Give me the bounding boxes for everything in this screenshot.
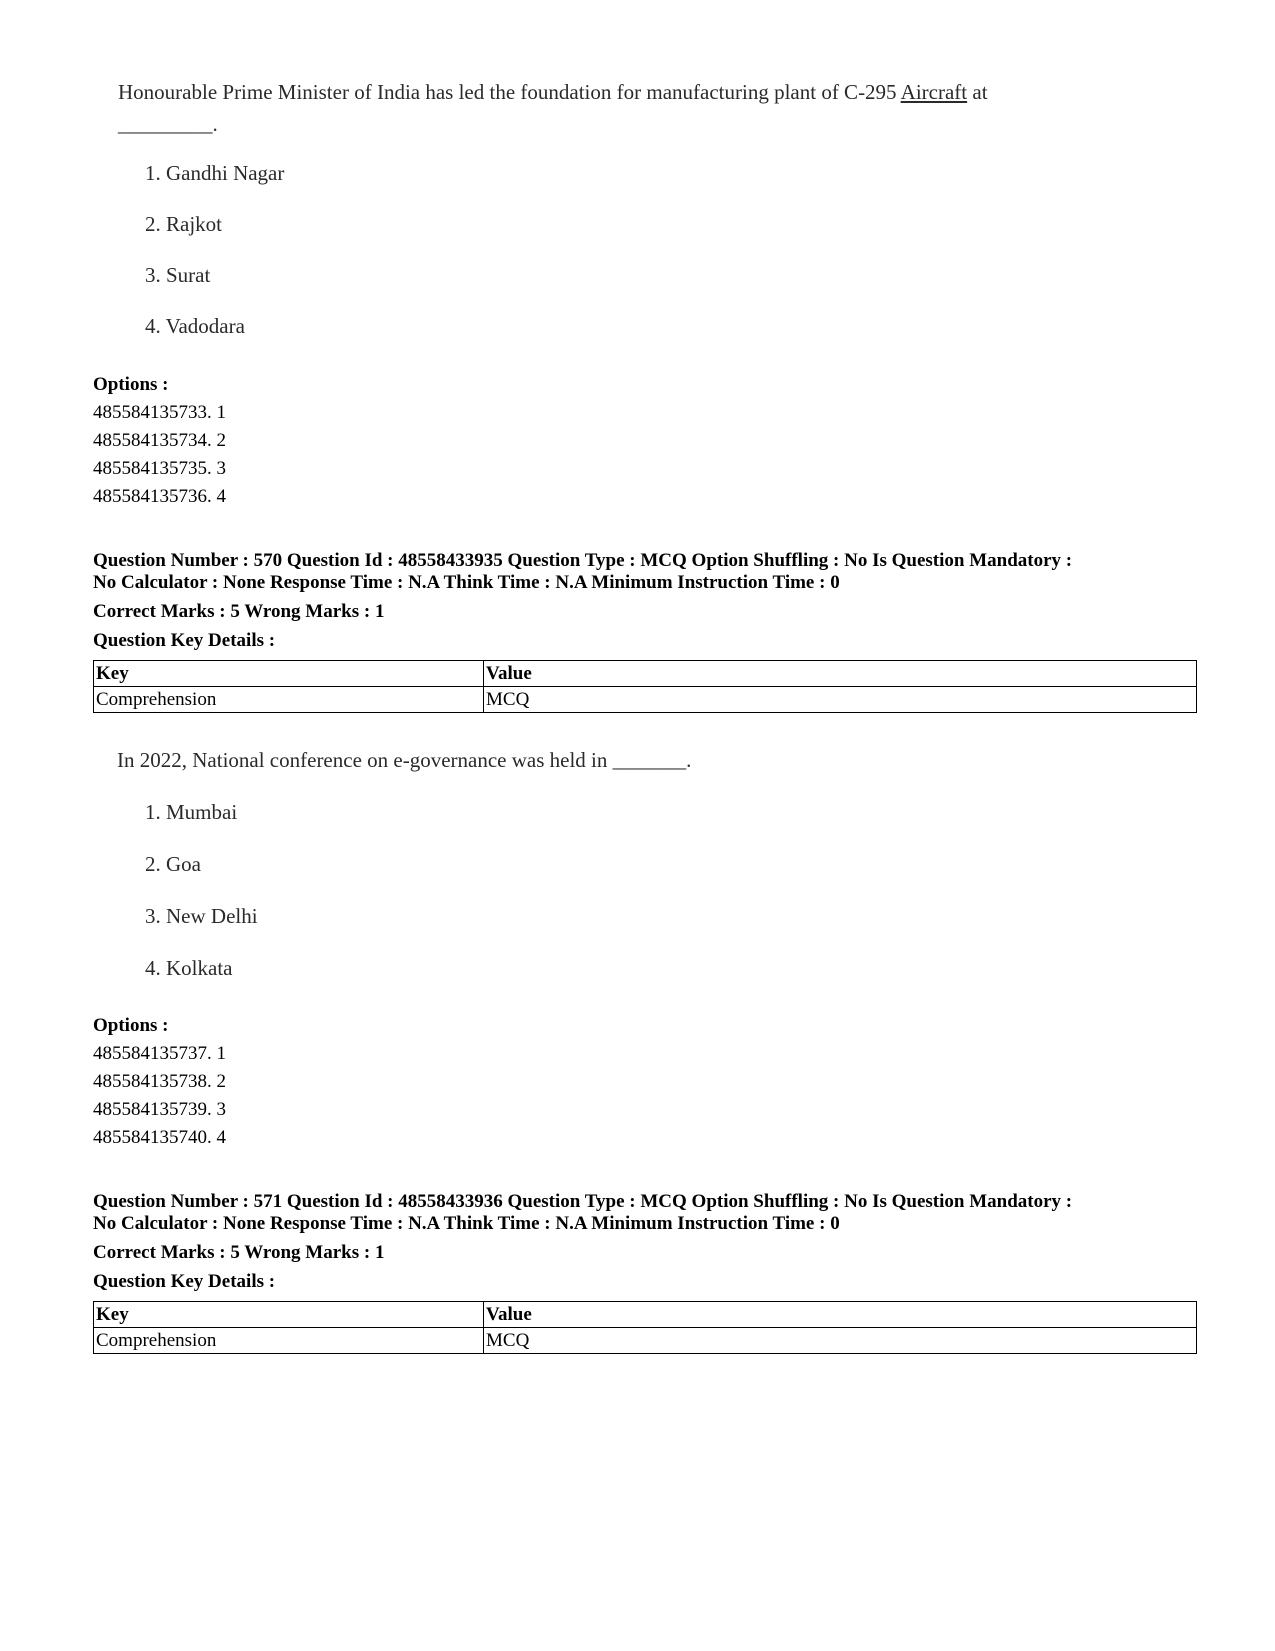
table-row: [94, 1328, 1197, 1354]
option-id: 485584135736. 4: [93, 486, 226, 507]
table-header-cell: Value: [484, 661, 1197, 687]
option-id: 485584135733. 1: [93, 402, 226, 423]
table-row: [94, 687, 1197, 713]
question-text-part: at: [967, 80, 988, 104]
answer-choice: 1. Gandhi Nagar: [145, 161, 285, 185]
marks-line: Correct Marks : 5 Wrong Marks : 1: [93, 601, 385, 622]
option-id: 485584135734. 2: [93, 430, 226, 451]
key-details-table: [93, 660, 1197, 713]
options-heading: Options :: [93, 1015, 169, 1036]
options-heading: Options :: [93, 374, 169, 395]
option-id: 485584135737. 1: [93, 1043, 226, 1064]
answer-choice: 3. Surat: [145, 263, 211, 287]
table-header-cell: Value: [484, 1302, 1197, 1328]
question-meta-line: No Calculator : None Response Time : N.A Think Time : N.A Minimum Instruction Time : 0: [93, 572, 840, 593]
question-meta-line: Question Number : 571 Question Id : 48558433936 Question Type : MCQ Option Shuffling : No Is Question Mandatory :: [93, 1191, 1073, 1212]
answer-choice: 4. Kolkata: [145, 956, 233, 980]
option-id: 485584135740. 4: [93, 1127, 226, 1148]
key-details-table: [93, 1301, 1197, 1354]
table-cell: Comprehension: [94, 687, 484, 713]
question-blank: _________.: [118, 112, 218, 136]
table-header-cell: Key: [94, 661, 484, 687]
marks-line: Correct Marks : 5 Wrong Marks : 1: [93, 1242, 385, 1263]
answer-choice: 1. Mumbai: [145, 800, 238, 824]
table-header-cell: Key: [94, 1302, 484, 1328]
answer-choice: 2. Rajkot: [145, 212, 222, 236]
question-text-part: Honourable Prime Minister of India has led the foundation for manufacturing plant of C-295: [118, 80, 901, 104]
option-id: 485584135738. 2: [93, 1071, 226, 1092]
answer-choice: 2. Goa: [145, 852, 201, 876]
table-header-row: [94, 1302, 1197, 1328]
question-text: [118, 80, 988, 105]
question-text-underlined: Aircraft: [900, 80, 968, 104]
table-cell: Comprehension: [94, 1328, 484, 1354]
answer-choice: 4. Vadodara: [145, 314, 245, 338]
table-cell: MCQ: [484, 1328, 1197, 1354]
key-details-label: Question Key Details :: [93, 1271, 276, 1292]
option-id: 485584135735. 3: [93, 458, 226, 479]
option-id: 485584135739. 3: [93, 1099, 226, 1120]
key-details-label: Question Key Details :: [93, 630, 276, 651]
question-meta-line: Question Number : 570 Question Id : 48558433935 Question Type : MCQ Option Shuffling : No Is Question Mandatory :: [93, 550, 1073, 571]
question-meta-line: No Calculator : None Response Time : N.A Think Time : N.A Minimum Instruction Time : 0: [93, 1213, 840, 1234]
answer-choice: 3. New Delhi: [145, 904, 258, 928]
table-cell: MCQ: [484, 687, 1197, 713]
question-text: In 2022, National conference on e-governance was held in _______.: [117, 748, 692, 772]
table-header-row: [94, 661, 1197, 687]
